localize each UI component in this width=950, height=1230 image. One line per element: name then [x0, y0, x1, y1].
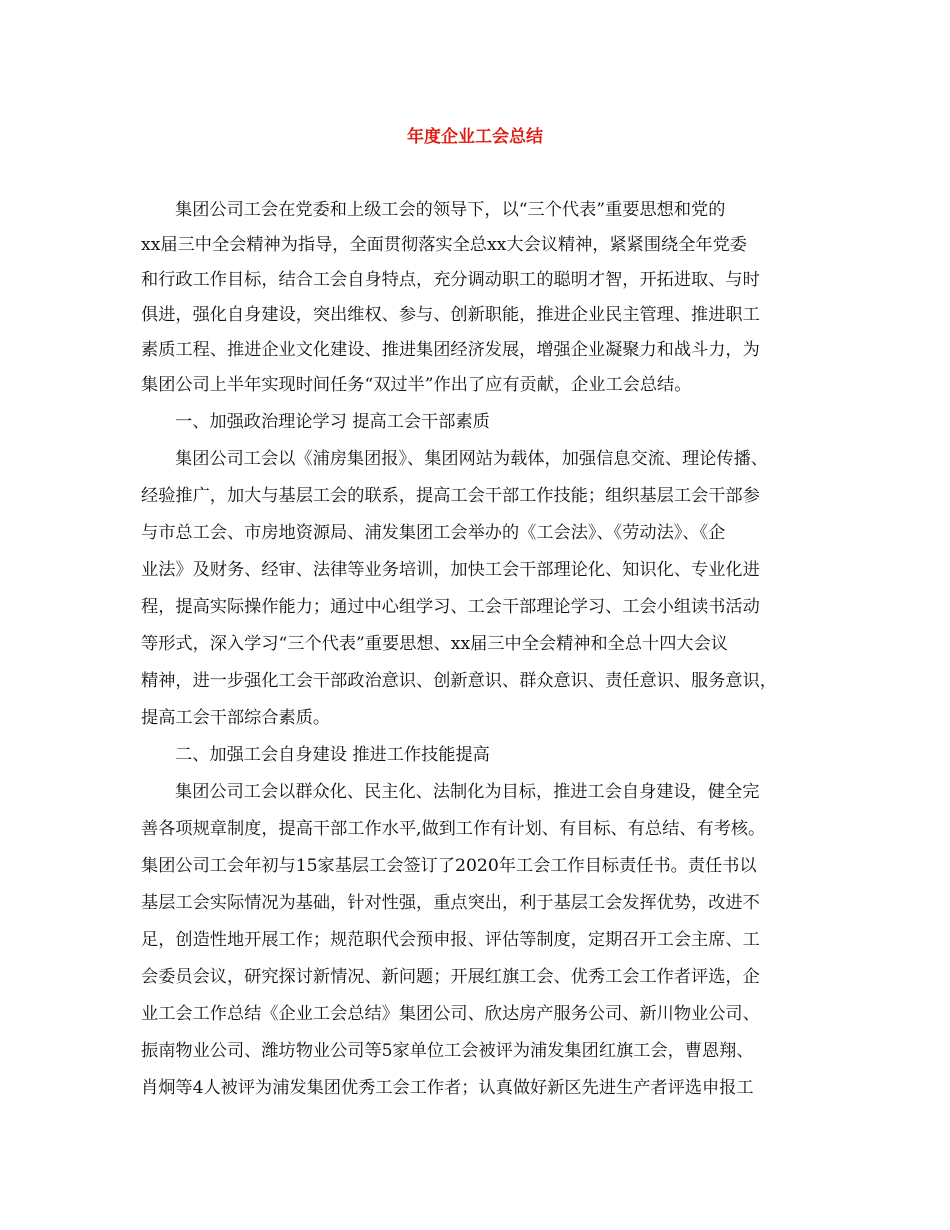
paragraph-line: 等形式，深入学习“三个代表”重要思想、xx届三中全会精神和全总十四大会议: [141, 634, 728, 654]
paragraph-line: 素质工程、推进企业文化建设、推进集团经济发展，增强企业凝聚力和战斗力，为: [141, 340, 760, 360]
paragraph-line: 足，创造性地开展工作；规范职代会预申报、评估等制度，定期召开工会主席、工: [141, 930, 760, 950]
paragraph-line: 与市总工会、市房地资源局、浦发集团工会举办的《工会法》、《劳动法》、《企: [141, 523, 726, 543]
paragraph-line: xx届三中全会精神为指导，全面贯彻落实全总xx大会议精神，紧紧围绕全年党委: [141, 235, 747, 255]
paragraph-line: 集团公司工会以《浦房集团报》、集团网站为载体，加强信息交流、理论传播、: [175, 449, 768, 469]
paragraph-line: 基层工会实际情况为基础，针对性强，重点突出，利于基层工会发挥优势，改进不: [141, 893, 760, 913]
document-title: 年度企业工会总结: [407, 127, 543, 147]
paragraph-line: 善各项规章制度，提高干部工作水平,做到工作有计划、有目标、有总结、有考核。: [141, 819, 766, 839]
paragraph-line: 集团公司上半年实现时间任务“双过半”作出了应有贡献，企业工会总结。: [141, 375, 692, 395]
paragraph-line: 会委员会议，研究探讨新情况、新问题；开展红旗工会、优秀工会工作者评选，企: [141, 967, 760, 987]
paragraph-line: 集团公司工会年初与15家基层工会签订了2020年工会工作目标责任书。责任书以: [141, 856, 757, 876]
paragraph-line: 肖炯等4人被评为浦发集团优秀工会工作者；认真做好新区先进生产者评选申报工: [141, 1078, 754, 1098]
section-heading-1: 一、加强政治理论学习 提高工会干部素质: [175, 412, 490, 432]
paragraph-line: 振南物业公司、潍坊物业公司等5家单位工会被评为浦发集团红旗工会，曹恩翔、: [141, 1041, 754, 1061]
paragraph-line: 俱进，强化自身建设，突出维权、参与、创新职能，推进企业民主管理、推进职工: [141, 305, 760, 325]
paragraph-line: 程，提高实际操作能力；通过中心组学习、工会干部理论学习、工会小组读书活动: [141, 597, 760, 617]
paragraph-line: 集团公司工会在党委和上级工会的领导下，以“三个代表”重要思想和党的: [175, 200, 726, 220]
section-heading-2: 二、加强工会自身建设 推进工作技能提高: [175, 745, 490, 765]
paragraph-line: 经验推广，加大与基层工会的联系，提高工会干部工作技能；组织基层工会干部参: [141, 486, 760, 506]
paragraph-line: 业工会工作总结《企业工会总结》集团公司、欣达房产服务公司、新川物业公司、: [141, 1004, 760, 1024]
paragraph-line: 提高工会干部综合素质。: [141, 708, 331, 728]
paragraph-line: 精神，进一步强化工会干部政治意识、创新意识、群众意识、责任意识、服务意识，: [141, 671, 777, 691]
paragraph-line: 业法》及财务、经审、法律等业务培训，加快工会干部理论化、知识化、专业化进: [141, 560, 760, 580]
paragraph-line: 集团公司工会以群众化、民主化、法制化为目标，推进工会自身建设，健全完: [175, 782, 760, 802]
paragraph-line: 和行政工作目标，结合工会自身特点，充分调动职工的聪明才智，开拓进取、与时: [141, 270, 760, 290]
